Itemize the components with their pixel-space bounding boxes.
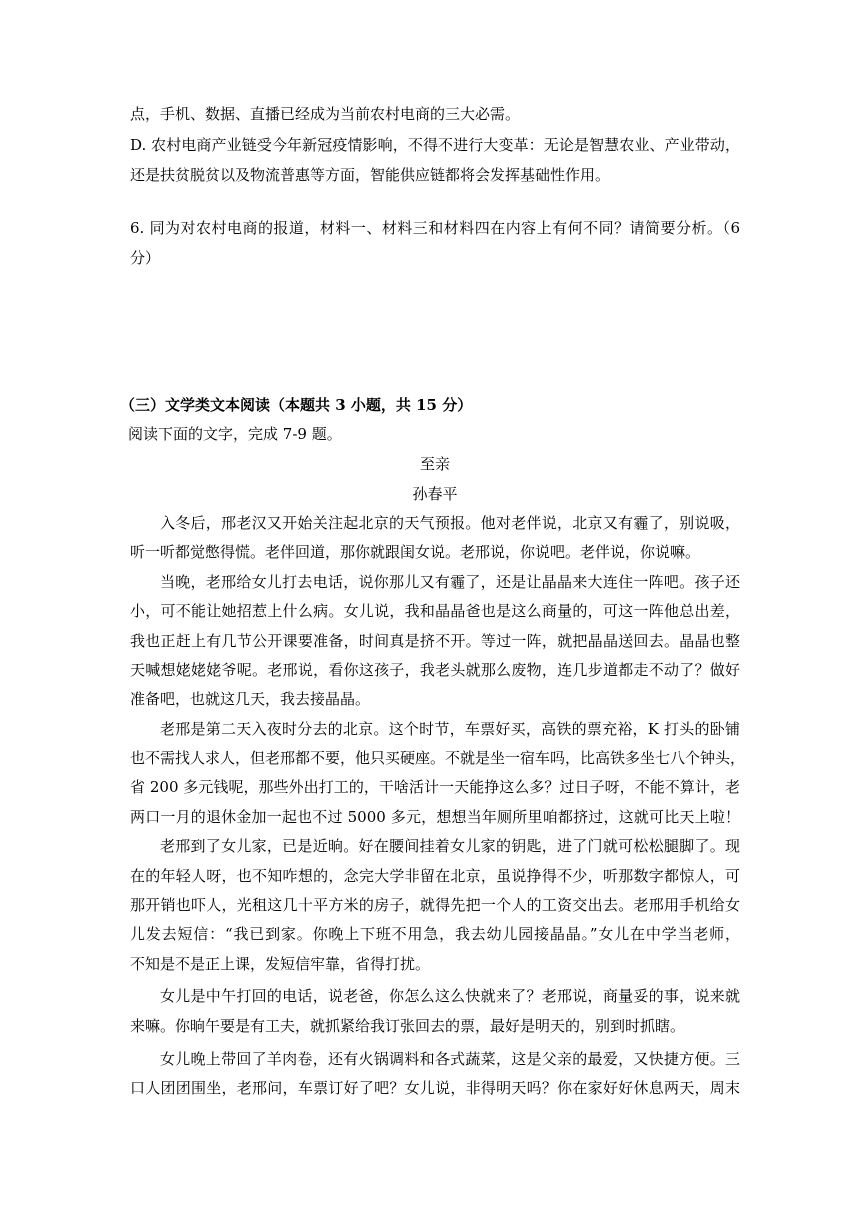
- story-line-20: 口人团团围坐，老邢问，车票订好了吧？女儿说，非得明天吗？你在家好好休息两天，周末: [130, 1079, 740, 1097]
- story-title: 至亲: [419, 455, 450, 473]
- section-3-heading: （三）文学类文本阅读（本题共 3 小题，共 15 分）: [120, 396, 473, 414]
- story-line-7: 准备吧，也就这几天，我去接晶晶。: [130, 690, 371, 708]
- story-line-4: 小，可不能让她招惹上什么病。女儿说，我和晶晶爸也是这么商量的，可这一阵他总出差，: [130, 602, 740, 620]
- option-c-continuation: 点，手机、数据、直播已经成为当前农村电商的三大必需。: [130, 105, 521, 123]
- section-3-instruction: 阅读下面的文字，完成 7-9 题。: [128, 425, 342, 443]
- story-line-9: 也不需找人求人，但老邢都不要，他只买硬座。不就是坐一宿车吗，比高铁多坐七八个钟头，: [130, 749, 746, 767]
- story-line-14: 那开销也吓人，光租这几十平方米的房子，就得先把一个人的工资交出去。老邢用手机给女: [130, 896, 740, 914]
- story-author: 孙春平: [412, 485, 458, 503]
- story-line-19: 女儿晚上带回了羊肉卷，还有火锅调料和各式蔬菜，这是父亲的最爱，又快捷方便。三: [160, 1050, 740, 1068]
- story-line-1: 入冬后，邢老汉又开始关注起北京的天气预报。他对老伴说，北京又有霾了，别说吸，: [160, 514, 740, 532]
- question-6-line-2: 分）: [130, 249, 161, 267]
- story-line-15: 儿发去短信：“我已到家。你晚上下班不用急，我去幼儿园接晶晶。”女儿在中学当老师，: [130, 925, 740, 943]
- story-line-18: 来嘛。你晌午要是有工夫，就抓紧给我订张回去的票，最好是明天的，别到时抓瞎。: [130, 1017, 686, 1035]
- story-line-3: 当晚，老邢给女儿打去电话，说你那儿又有霾了，还是让晶晶来大连住一阵吧。孩子还: [160, 573, 740, 591]
- story-line-11: 两口一月的退休金加一起也不过 5000 多元，想想当年厕所里咱都挤过，这就可比天上啦！: [130, 808, 740, 826]
- story-line-17: 女儿是中午打回的电话，说老爸，你怎么这么快就来了？老邢说，商量妥的事，说来就: [160, 987, 740, 1005]
- story-line-8: 老邢是第二天入夜时分去的北京。这个时节，车票好买，高铁的票充裕，K 打头的卧铺: [160, 720, 740, 738]
- story-line-6: 天喊想姥姥姥爷呢。老邢说，看你这孩子，我老头就那么废物，连几步道都走不动了？做好: [130, 661, 740, 679]
- story-line-16: 不知是不是正上课，发短信牢靠，省得打扰。: [130, 955, 431, 973]
- story-line-5: 我也正赶上有几节公开课要准备，时间真是挤不开。等过一阵，就把晶晶送回去。晶晶也整: [130, 632, 740, 650]
- story-line-2: 听一听都觉憋得慌。老伴回道，那你就跟闺女说。老邢说，你说吧。老伴说，你说嘛。: [130, 543, 701, 561]
- story-line-10: 省 200 多元钱呢，那些外出打工的，干啥活计一天能挣这么多？过日子呀，不能不算计，老: [130, 778, 740, 796]
- option-d-line-1: D. 农村电商产业链受今年新冠疫情影响，不得不进行大变革：无论是智慧农业、产业带动，: [130, 136, 740, 154]
- story-line-13: 在的年轻人呀，也不知咋想的，念完大学非留在北京，虽说挣得不少，听那数字都惊人，可: [130, 867, 740, 885]
- story-line-12: 老邢到了女儿家，已是近晌。好在腰间挂着女儿家的钥匙，进了门就可松松腿脚了。现: [160, 837, 740, 855]
- question-6-line-1: 6. 同为对农村电商的报道，材料一、材料三和材料四在内容上有何不同？请简要分析。（6: [130, 219, 740, 237]
- option-d-line-2: 还是扶贫脱贫以及物流普惠等方面，智能供应链都将会发挥基础性作用。: [130, 166, 611, 184]
